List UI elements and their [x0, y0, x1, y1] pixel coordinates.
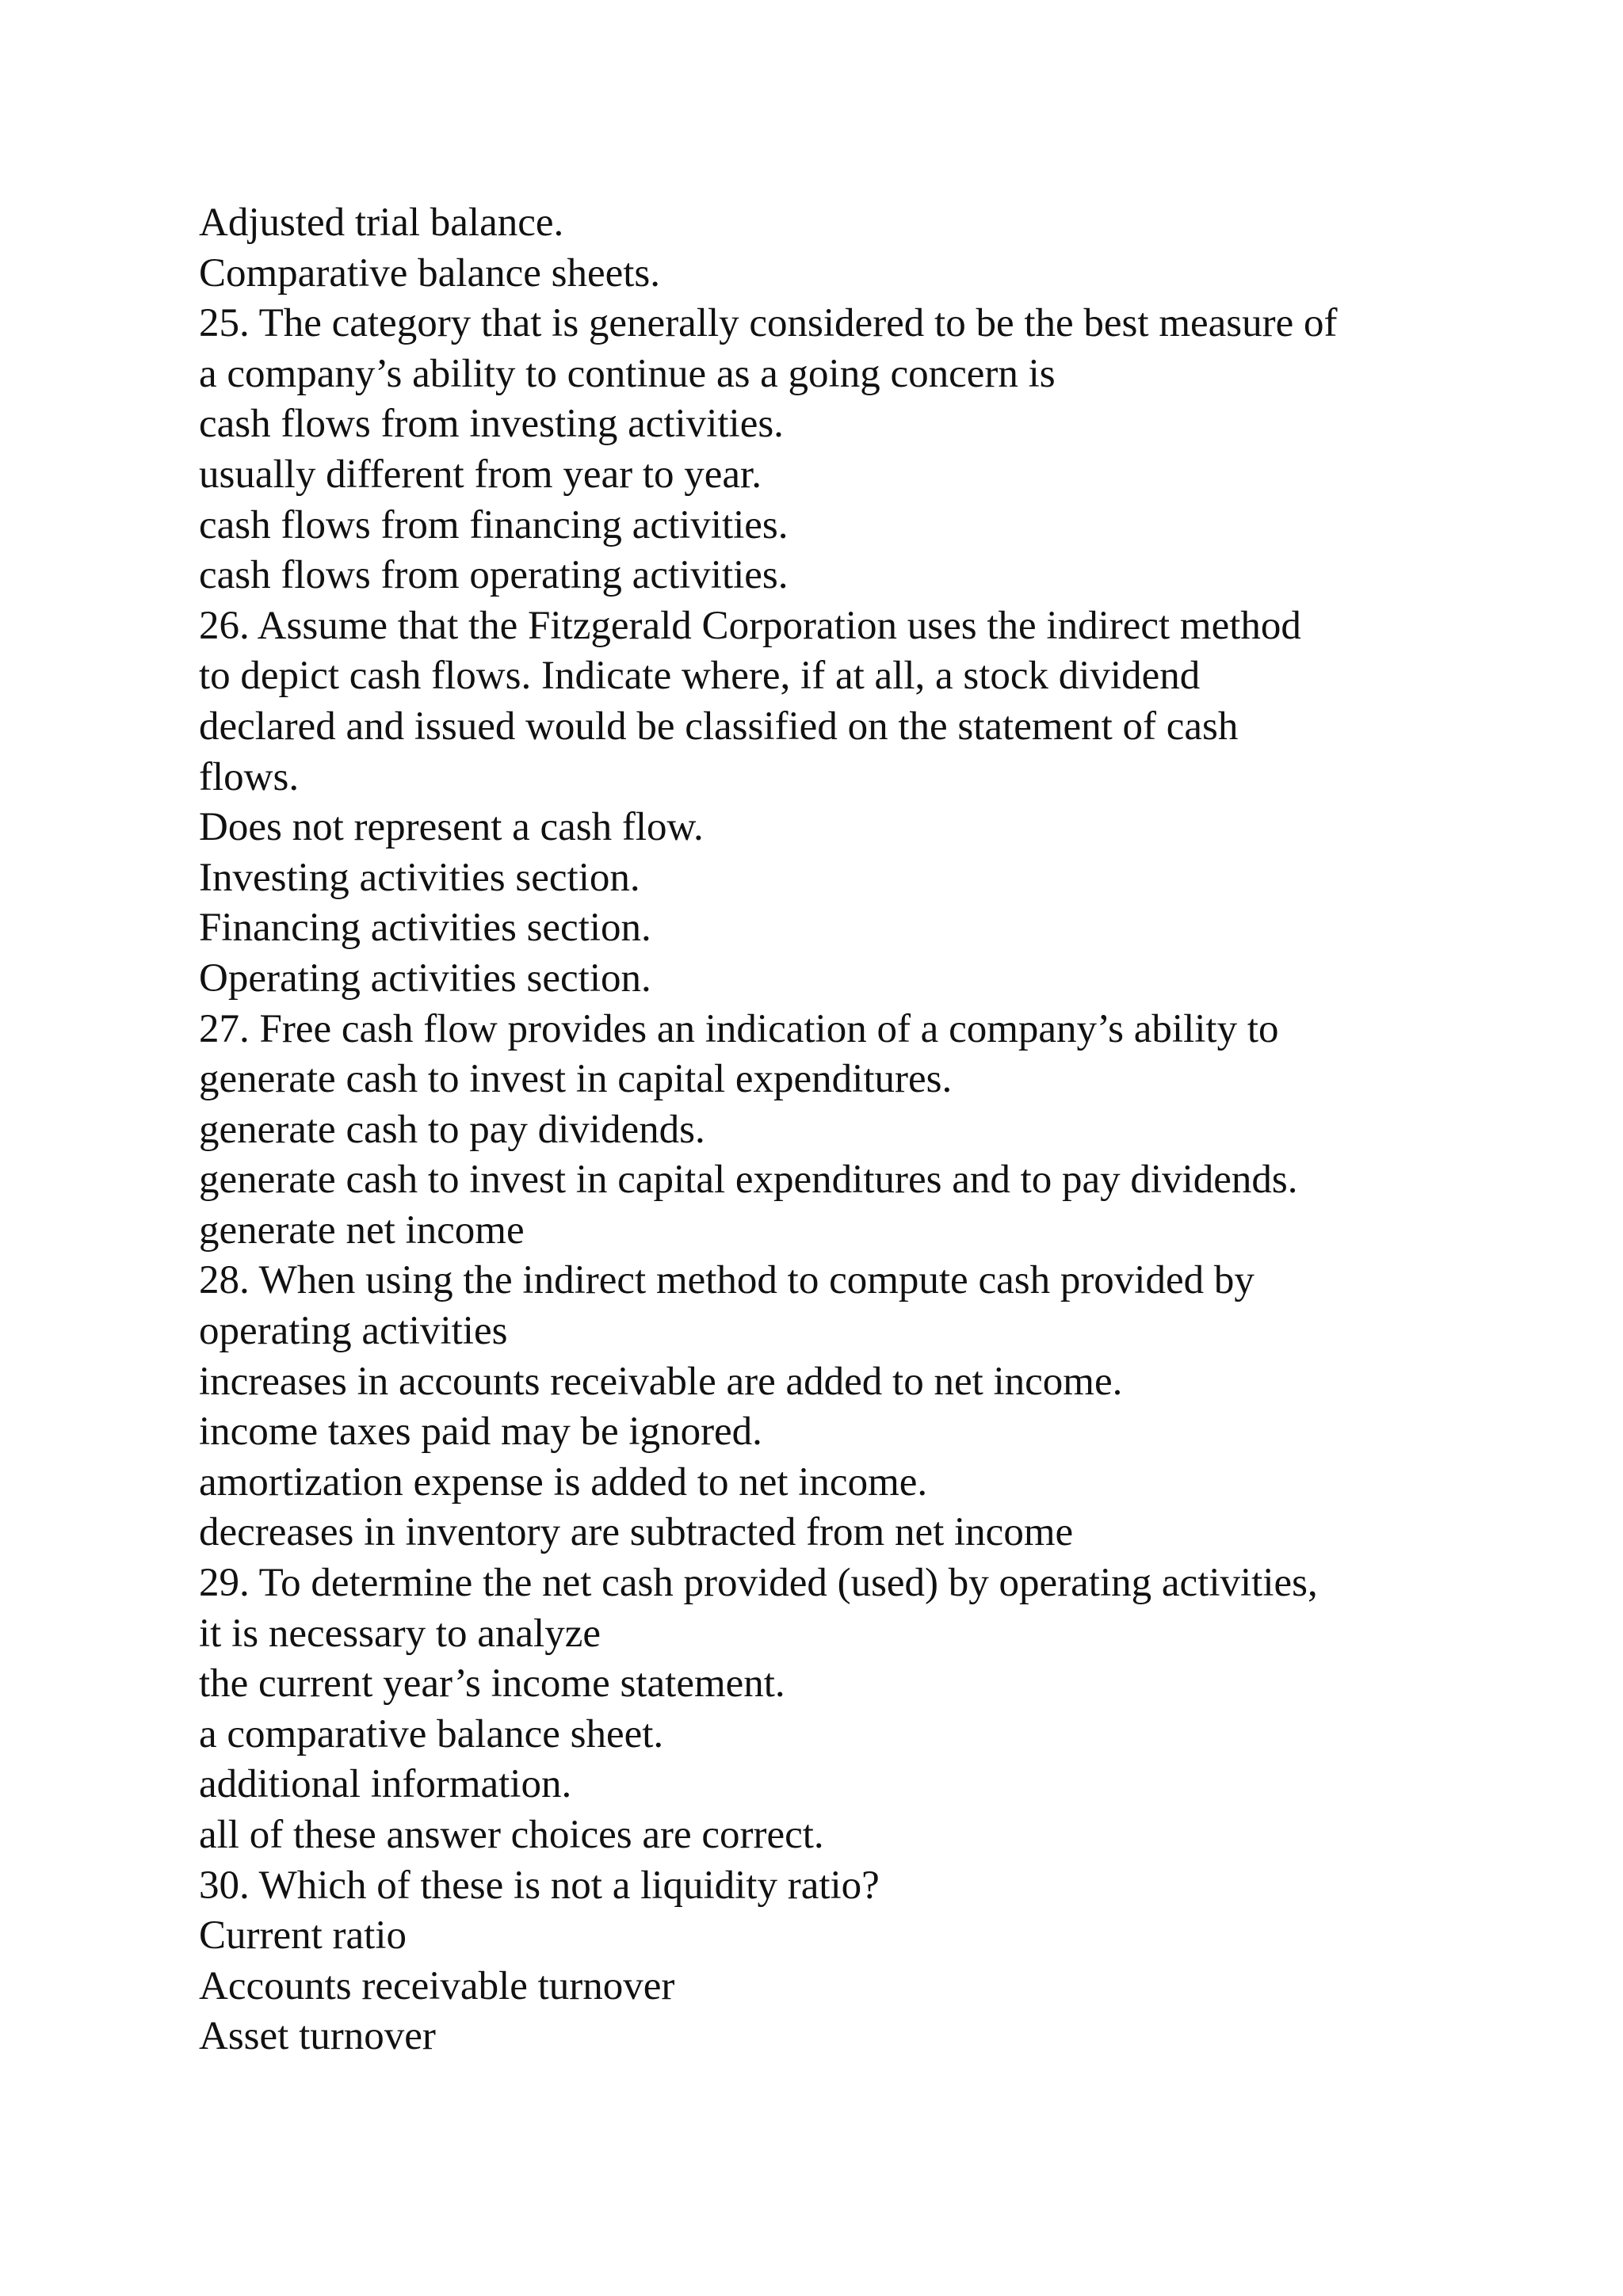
question-30-stem: 30. Which of these is not a liquidity ratio?: [199, 1863, 880, 1908]
question-26-stem: 26. Assume that the Fitzgerald Corporation uses the indirect method: [199, 603, 1301, 648]
question-27-option: generate cash to invest in capital expenditures.: [199, 1057, 953, 1102]
question-25-option: cash flows from operating activities.: [199, 553, 789, 598]
question-27-option: generate cash to pay dividends.: [199, 1107, 705, 1152]
question-30-option: Accounts receivable turnover: [199, 1963, 675, 2008]
question-26-option: Operating activities section.: [199, 955, 651, 1001]
text-line: Comparative balance sheets.: [199, 250, 661, 296]
question-30-option: Current ratio: [199, 1913, 407, 1958]
question-25-option: cash flows from financing activities.: [199, 502, 789, 547]
question-28-option: income taxes paid may be ignored.: [199, 1409, 762, 1455]
question-30-option: Asset turnover: [199, 2014, 436, 2059]
question-27-stem: 27. Free cash flow provides an indication of a company’s ability to: [199, 1006, 1279, 1051]
question-26-stem: to depict cash flows. Indicate where, if at all, a stock dividend: [199, 654, 1201, 699]
question-29-stem: it is necessary to analyze: [199, 1611, 601, 1656]
question-25-option: usually different from year to year.: [199, 452, 762, 497]
question-25-option: cash flows from investing activities.: [199, 402, 784, 447]
question-29-stem: 29. To determine the net cash provided (used) by operating activities,: [199, 1561, 1318, 1606]
question-29-option: the current year’s income statement.: [199, 1661, 785, 1707]
question-27-option: generate cash to invest in capital expenditures and to pay dividends.: [199, 1158, 1298, 1203]
question-28-stem: operating activities: [199, 1309, 508, 1354]
question-28-stem: 28. When using the indirect method to compute cash provided by: [199, 1258, 1254, 1303]
question-29-option: all of these answer choices are correct.: [199, 1813, 824, 1857]
text-line: Adjusted trial balance.: [199, 200, 564, 245]
question-25-stem: 25. The category that is generally considered to be the best measure of: [199, 301, 1338, 346]
question-28-option: amortization expense is added to net income.: [199, 1459, 928, 1505]
question-28-option: decreases in inventory are subtracted from net income: [199, 1510, 1074, 1555]
question-26-stem: declared and issued would be classified on the statement of cash: [199, 704, 1239, 749]
question-29-option: additional information.: [199, 1762, 572, 1807]
question-27-option: generate net income: [199, 1207, 525, 1253]
question-29-option: a comparative balance sheet.: [199, 1711, 664, 1756]
question-26-stem: flows.: [199, 754, 300, 799]
question-26-option: Does not represent a cash flow.: [199, 805, 704, 850]
question-25-stem: a company’s ability to continue as a going concern is: [199, 351, 1056, 396]
question-28-option: increases in accounts receivable are added to net income.: [199, 1359, 1123, 1404]
question-26-option: Investing activities section.: [199, 855, 640, 900]
document-body: [199, 198, 1467, 2062]
question-26-option: Financing activities section.: [199, 906, 651, 951]
